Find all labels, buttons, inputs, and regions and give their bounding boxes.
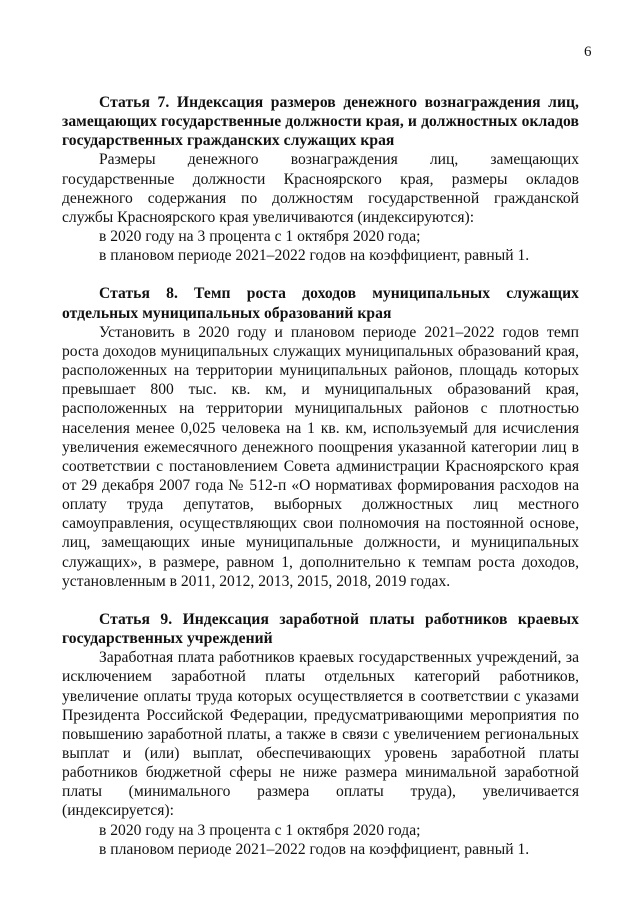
article-paragraph: Заработная плата работников краевых государственных учреждений, за исключением заработной платы отдельных категорий работников, увеличение оплаты труда которых осуществляется в соответствии с указами Президента Российской Федерации, предусматривающими мероприятия по повышению заработной платы, а также в связи с увеличением региональных выплат и (или) выплат, обеспечивающих уровень заработной платы работников бюджетной сферы не ниже размера минимальной заработной платы (минимального размера оплаты труда), увеличивается (индексируется):: [62, 649, 579, 820]
article-list-item: в плановом периоде 2021–2022 годов на коэффициент, равный 1.: [99, 247, 530, 265]
article-heading: Статья 7. Индексация размеров денежного вознаграждения лиц, замещающих государственные должности края, и должностных окладов государственных гражданских служащих края: [62, 94, 579, 150]
article-list-item: в плановом периоде 2021–2022 годов на коэффициент, равный 1.: [99, 840, 530, 858]
article-heading: Статья 8. Темп роста доходов муниципальных служащих отдельных муниципальных образований края: [62, 285, 579, 322]
article-paragraph: Установить в 2020 году и плановом периоде 2021–2022 годов темп роста доходов муниципальных служащих муниципальных образований края, расположенных на территории муниципальных районов, площадь которых превышает 800 тыс. кв. км, и муниципальных образований края, расположенных на территории муниципальных районов с плотностью населения менее 0,025 человека на 1 кв. км, используемый для исчисления увеличения ежемесячного денежного поощрения указанной категории лиц в соответствии с постановлением Совета администрации Красноярского края от 29 декабря 2007 года № 512-п «О нормативах формирования расходов на оплату труда депутатов, выборных должностных лиц местного самоуправления, осуществляющих свои полномочия на постоянной основе, лиц, замещающих иные муниципальные должности, и муниципальных служащих», в размере, равном 1, дополнительно к темпам роста доходов, установленным в 2011, 2012, 2013, 2015, 2018, 2019 годах.: [62, 323, 579, 590]
article-heading: Статья 9. Индексация заработной платы работников краевых государственных учреждений: [62, 610, 579, 648]
page-number: 6: [584, 44, 592, 60]
article-paragraph: Размеры денежного вознаграждения лиц, замещающих государственные должности Красноярского края, размеры окладов денежного содержания по должностям государственной гражданской службы Красноярского края увеличиваются (индексируются):: [62, 151, 579, 226]
article-7: [62, 93, 579, 265]
article-list-item: в 2020 году на 3 процента с 1 октября 2020 года;: [99, 228, 421, 246]
article-8: [62, 284, 579, 591]
article-list-item: в 2020 году на 3 процента с 1 октября 2020 года;: [99, 821, 421, 839]
document-body: [62, 93, 579, 859]
article-9: [62, 610, 579, 859]
